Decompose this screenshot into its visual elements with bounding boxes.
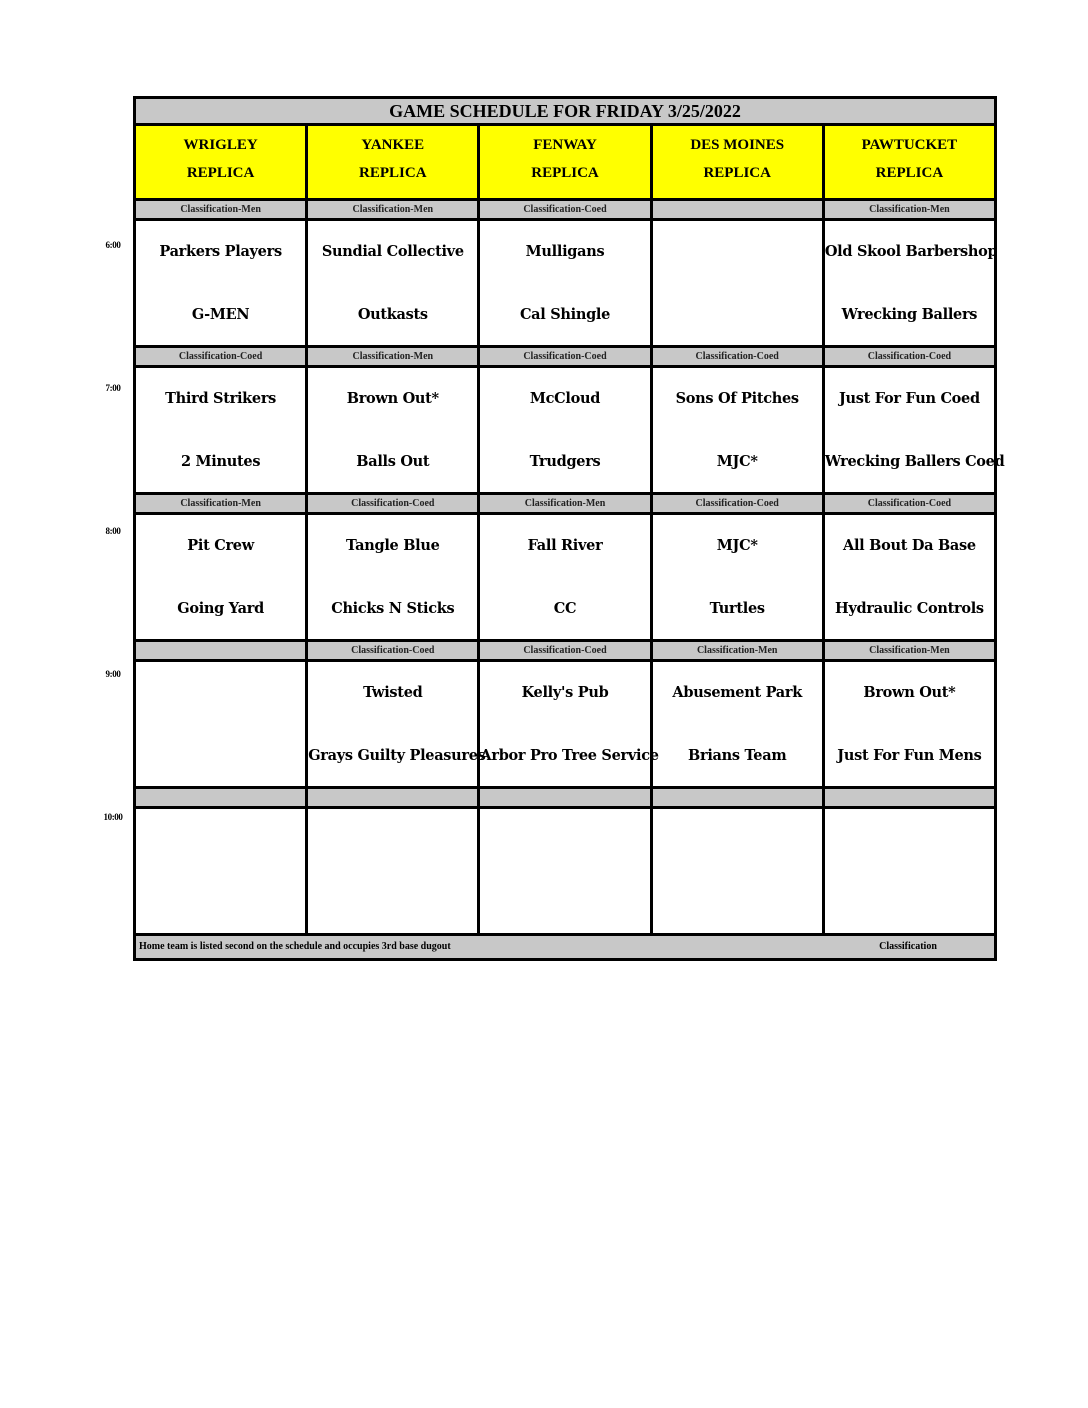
game-cell: [136, 368, 308, 492]
away-team: Brown Out*: [863, 684, 956, 701]
game-row: [136, 368, 1005, 495]
time-label: 10:00: [103, 812, 123, 822]
away-team: All Bout Da Base: [843, 537, 976, 554]
away-team: Pit Crew: [187, 537, 254, 554]
home-team: MJC*: [716, 453, 758, 470]
game-cell: [480, 221, 652, 345]
game-cell: [136, 515, 308, 639]
game-cell: [308, 221, 480, 345]
home-team: Grays Guilty Pleasures: [308, 747, 486, 764]
field-sub: REPLICA: [186, 165, 255, 181]
game-cell: [653, 809, 825, 933]
game-cell: [136, 809, 308, 933]
field-header-des-moines: [653, 126, 825, 198]
away-team: Tangle Blue: [346, 537, 440, 554]
home-team: Wrecking Ballers: [841, 306, 978, 323]
home-team: CC: [553, 600, 577, 617]
game-row: [136, 809, 994, 936]
field-name: FENWAY: [533, 137, 597, 153]
classification-row: [136, 642, 994, 662]
away-team: Kelly's Pub: [521, 684, 609, 701]
home-team: Hydraulic Controls: [835, 600, 984, 617]
classification-label: Classification-Coed: [480, 642, 652, 659]
away-team: Just For Fun Coed: [839, 390, 980, 407]
game-cell: [825, 662, 994, 786]
home-team: Outkasts: [357, 306, 428, 323]
time-label: 9:00: [105, 669, 121, 679]
field-header-wrigley: [136, 126, 308, 198]
away-team: Third Strikers: [165, 390, 277, 407]
classification-label: [136, 789, 308, 806]
footer-row: [136, 936, 994, 958]
classification-label: Classification-Coed: [480, 348, 652, 365]
away-team: Abusement Park: [672, 684, 802, 701]
away-team: Sons Of Pitches: [675, 390, 799, 407]
home-team: Balls Out: [356, 453, 430, 470]
field-sub: REPLICA: [531, 165, 599, 181]
classification-label: Classification-Coed: [825, 495, 994, 512]
classification-label: [480, 789, 652, 806]
game-cell: [825, 809, 994, 933]
game-cell: [308, 368, 480, 492]
field-header-fenway: [480, 126, 652, 198]
game-row: [136, 662, 994, 789]
field-sub: REPLICA: [703, 165, 771, 181]
game-cell: [824, 221, 998, 345]
away-team: MJC*: [716, 537, 758, 554]
classification-label: [653, 789, 825, 806]
classification-label: Classification-Men: [136, 495, 308, 512]
away-team: Parkers Players: [159, 243, 282, 260]
away-team: Old Skool Barbershop: [824, 243, 998, 260]
field-header-pawtucket: [825, 126, 994, 198]
field-name: YANKEE: [361, 137, 425, 153]
game-row: [136, 221, 998, 348]
home-team: Chicks N Sticks: [331, 600, 455, 617]
classification-label: Classification-Coed: [308, 495, 480, 512]
field-header-row: [136, 126, 994, 201]
away-team: McCloud: [529, 390, 601, 407]
game-cell: [653, 221, 825, 345]
game-cell: [480, 368, 652, 492]
game-cell: [308, 809, 480, 933]
time-label: 7:00: [105, 383, 121, 393]
home-team: Brians Team: [688, 747, 787, 764]
classification-label: Classification-Men: [825, 642, 994, 659]
game-cell: [653, 515, 825, 639]
home-team: G-MEN: [191, 306, 250, 323]
classification-label: Classification-Men: [480, 495, 652, 512]
game-cell: [308, 662, 486, 786]
schedule-title: GAME SCHEDULE FOR FRIDAY 3/25/2022: [136, 99, 994, 126]
classification-label: Classification-Coed: [653, 348, 825, 365]
classification-label: Classification-Coed: [825, 348, 994, 365]
home-team-note: Home team is listed second on the schedule and occupies 3rd base dugout: [139, 941, 451, 952]
home-team: Just For Fun Mens: [837, 747, 982, 764]
home-team: 2 Minutes: [181, 453, 261, 470]
classification-label: Classification-Coed: [308, 642, 480, 659]
away-team: Twisted: [363, 684, 423, 701]
game-cell: [653, 368, 825, 492]
away-team: Brown Out*: [346, 390, 439, 407]
home-team: Turtles: [709, 600, 765, 617]
classification-label: Classification-Men: [308, 201, 480, 218]
schedule-table: [133, 96, 1005, 961]
classification-legend: Classification: [879, 941, 937, 952]
classification-label: Classification-Men: [136, 201, 308, 218]
game-cell: [136, 662, 308, 786]
classification-label: [825, 789, 994, 806]
field-name: DES MOINES: [690, 137, 785, 153]
classification-label: [308, 789, 480, 806]
classification-row: [136, 201, 994, 221]
field-header-yankee: [308, 126, 480, 198]
game-cell: [824, 368, 1005, 492]
game-cell: [480, 809, 652, 933]
classification-label: Classification-Men: [308, 348, 480, 365]
field-name: WRIGLEY: [183, 137, 258, 153]
away-team: Sundial Collective: [321, 243, 464, 260]
game-cell: [308, 515, 480, 639]
classification-label: Classification-Coed: [653, 495, 825, 512]
classification-label: [653, 201, 825, 218]
game-cell: [480, 662, 659, 786]
classification-row: [136, 789, 994, 809]
field-sub: REPLICA: [359, 165, 427, 181]
classification-row: [136, 495, 994, 515]
classification-label: Classification-Men: [825, 201, 994, 218]
home-team: Wrecking Ballers Coed: [824, 453, 1005, 470]
home-team: Trudgers: [529, 453, 601, 470]
game-cell: [825, 515, 994, 639]
time-label: 6:00: [105, 240, 121, 250]
away-team: Fall River: [527, 537, 603, 554]
game-cell: [653, 662, 825, 786]
field-name: PAWTUCKET: [861, 137, 958, 153]
classification-label: Classification-Coed: [480, 201, 652, 218]
classification-label: [136, 642, 308, 659]
classification-row: [136, 348, 994, 368]
game-cell: [136, 221, 308, 345]
classification-label: Classification-Coed: [136, 348, 308, 365]
game-cell: [480, 515, 652, 639]
home-team: Arbor Pro Tree Service: [480, 747, 659, 764]
game-row: [136, 515, 994, 642]
classification-label: Classification-Men: [653, 642, 825, 659]
away-team: Mulligans: [525, 243, 605, 260]
home-team: Cal Shingle: [519, 306, 611, 323]
time-label: 8:00: [105, 526, 121, 536]
field-sub: REPLICA: [875, 165, 944, 181]
home-team: Going Yard: [177, 600, 264, 617]
